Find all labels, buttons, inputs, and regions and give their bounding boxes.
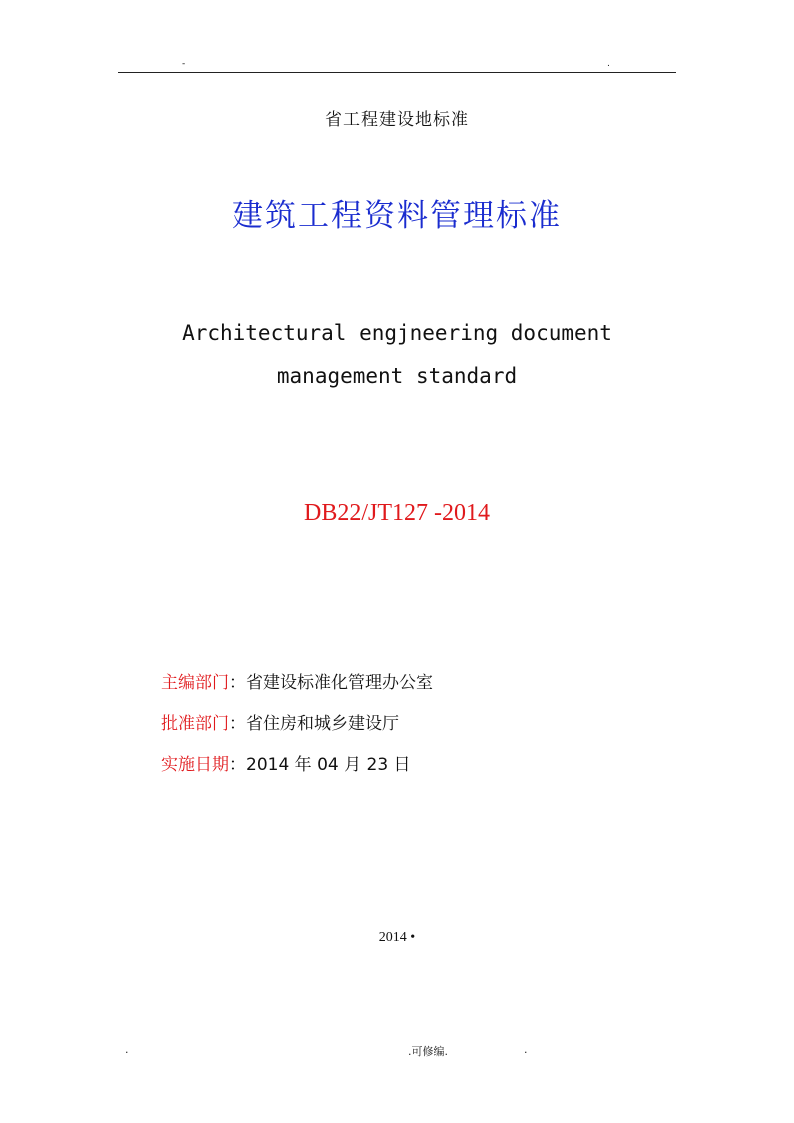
title-en-line-2: management standard — [276, 364, 518, 388]
approver-label: 批准部门 — [161, 714, 229, 734]
effective-date-separator: ： — [229, 755, 246, 775]
title-en-line-1: Architectural engjneering document — [182, 321, 612, 345]
effective-date-label: 实施日期 — [161, 755, 229, 775]
editor-label: 主编部门 — [161, 673, 229, 693]
approver-separator: ： — [229, 714, 246, 734]
footer-mark-left: . — [125, 1043, 129, 1056]
editor-row — [161, 668, 433, 693]
approver-row — [161, 709, 399, 734]
editor-separator: ： — [229, 673, 246, 693]
header-rule — [118, 72, 676, 73]
issuer-line: 省工程建设地标准 — [325, 110, 469, 130]
footer-mark-right: . — [524, 1043, 528, 1056]
document-title-english — [0, 312, 794, 398]
publication-year: 2014 • — [378, 930, 416, 945]
footer-editable-note: .可修编. — [408, 1045, 448, 1058]
approver-value: 省住房和城乡建设厅 — [246, 714, 399, 734]
header-mark-left: - — [182, 59, 186, 69]
standard-code: DB22/JT127 -2014 — [304, 500, 490, 526]
header-mark-right: . — [607, 59, 610, 69]
effective-date-row — [161, 750, 411, 775]
effective-date-value: 2014 年 04 月 23 日 — [246, 755, 411, 775]
document-title-chinese: 建筑工程资料管理标准 — [232, 198, 562, 234]
editor-value: 省建设标准化管理办公室 — [246, 673, 433, 693]
